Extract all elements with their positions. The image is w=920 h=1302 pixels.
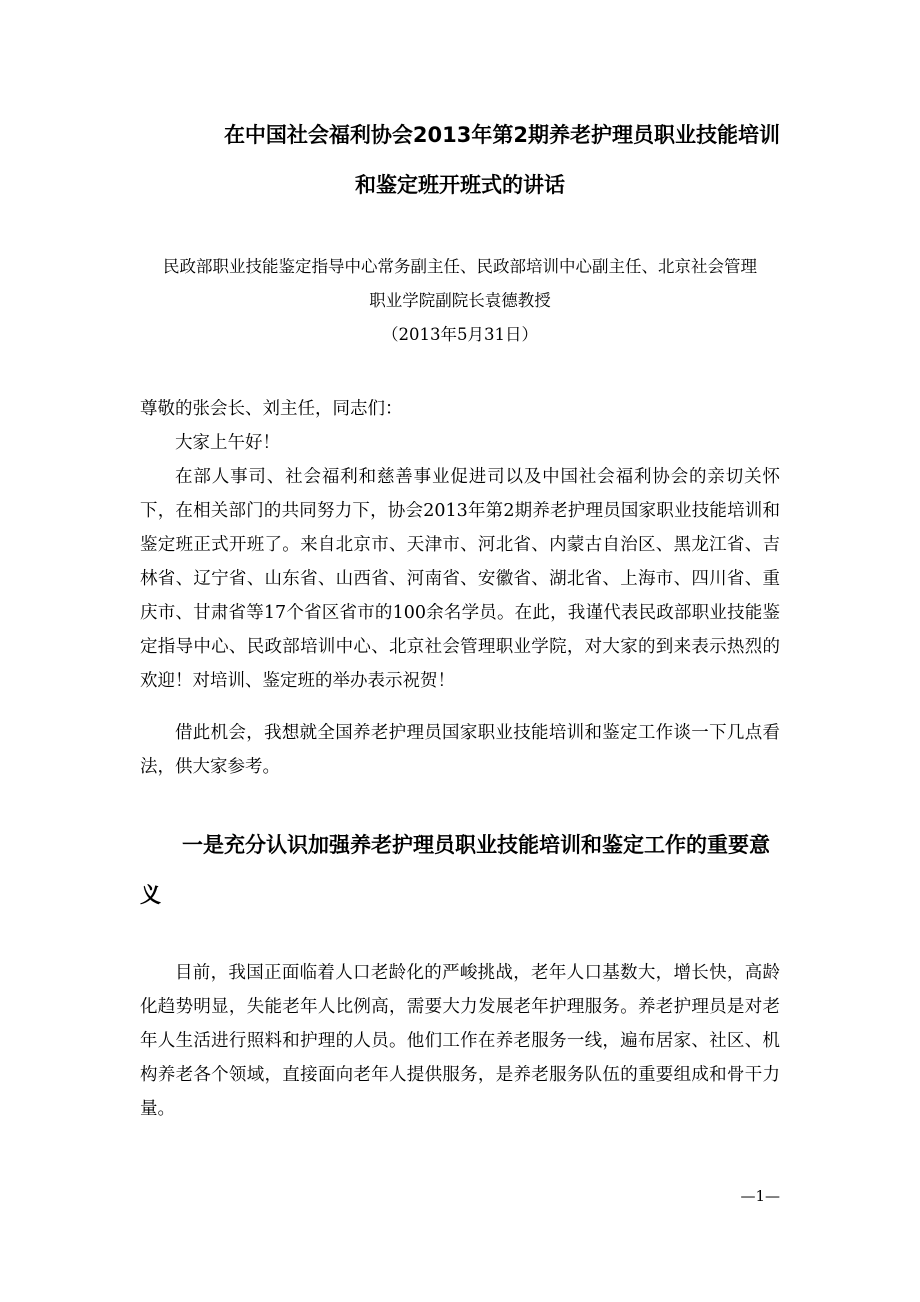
document-title-line2: 和鉴定班开班式的讲话: [355, 173, 565, 197]
speaker-affiliation: 民政部职业技能鉴定指导中心常务副主任、民政部培训中心副主任、北京社会管理: [163, 257, 757, 276]
paragraph-welcome: 在部人事司、社会福利和慈善事业促进司以及中国社会福利协会的亲切关怀下，在相关部门的共同努力下，协会2013年第2期养老护理员国家职业技能培训和鉴定班正式开班了。来自北京市、天津市、河北省、内蒙古自治区、黑龙江省、吉林省、辽宁省、山东省、山西省、河南省、安徽省、湖北省、上海市、四川省、重庆市、甘肃省等17个省区省市的100余名学员。在此，我谨代表民政部职业技能鉴定指导中心、民政部培训中心、北京社会管理职业学院，对大家的到来表示热烈的欢迎！对培训、鉴定班的举办表示祝贺！: [140, 467, 780, 691]
salutation: 尊敬的张会长、刘主任，同志们：: [140, 399, 403, 419]
section-heading-1: 一是充分认识加强养老护理员职业技能培训和鉴定工作的重要意义: [140, 833, 770, 907]
speech-date: （2013年5月31日）: [382, 325, 538, 344]
speaker-name: 职业学院副院长袁德教授: [369, 291, 551, 310]
paragraph-intro: 借此机会，我想就全国养老护理员国家职业技能培训和鉴定工作谈一下几点看法，供大家参考。: [140, 723, 780, 777]
page-number: —1—: [740, 1187, 780, 1205]
paragraph-background: 目前，我国正面临着人口老龄化的严峻挑战，老年人口基数大，增长快，高龄化趋势明显，失能老年人比例高，需要大力发展老年护理服务。养老护理员是对老年人生活进行照料和护理的人员。他们工作在养老服务一线，遍布居家、社区、机构养老各个领域，直接面向老年人提供服务，是养老服务队伍的重要组成和骨干力量。: [140, 963, 780, 1119]
greeting: 大家上午好！: [175, 433, 280, 453]
document-title-line1: 在中国社会福利协会2013年第2期养老护理员职业技能培训: [223, 123, 780, 147]
